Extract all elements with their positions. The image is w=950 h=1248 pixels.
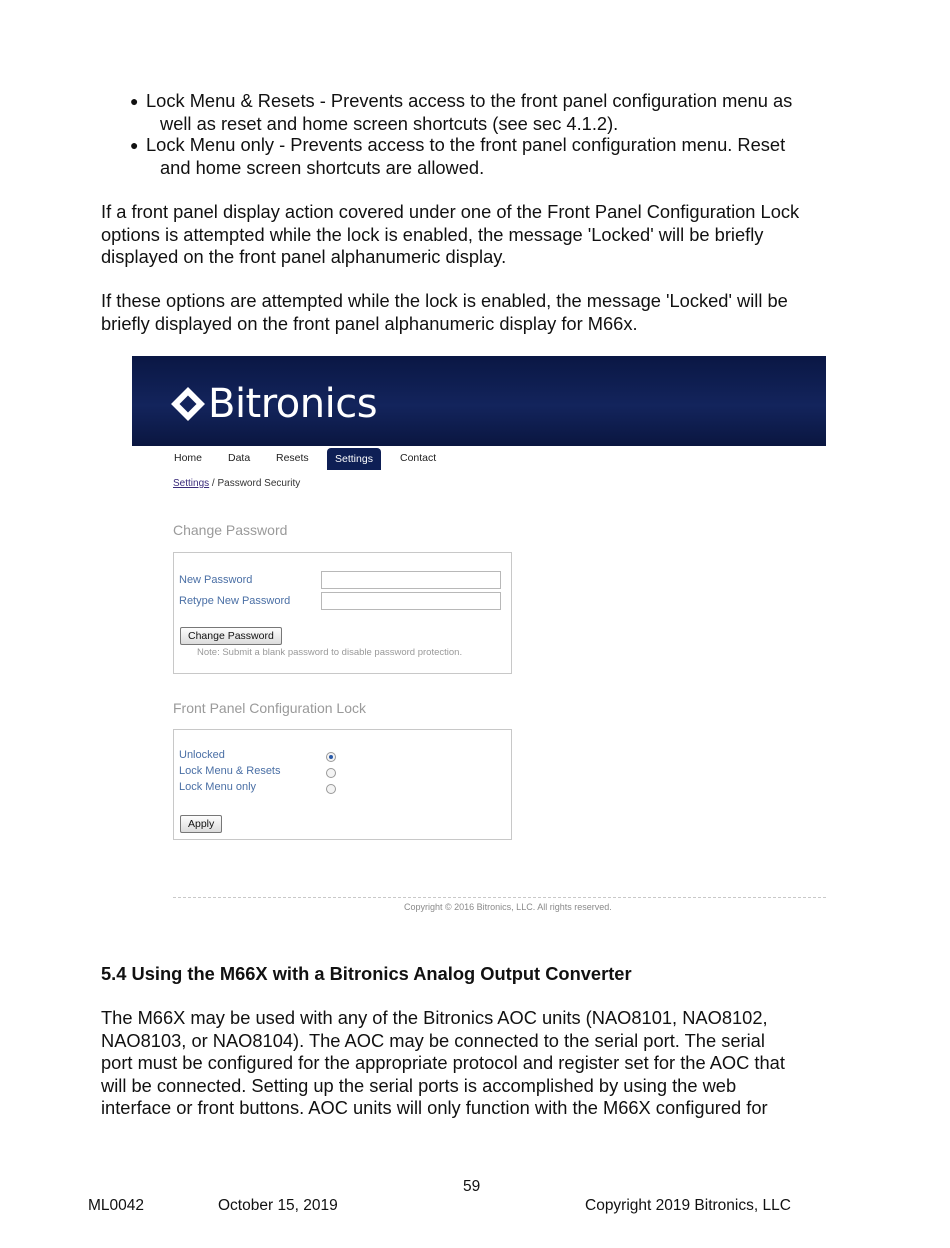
nav-home[interactable]: Home <box>174 452 203 464</box>
breadcrumb-settings-link[interactable]: Settings <box>173 478 210 489</box>
header-banner <box>132 356 826 446</box>
change-password-title: Change Password <box>173 522 288 538</box>
retype-password-input[interactable] <box>321 592 501 610</box>
logo-mark-center <box>180 396 197 413</box>
config-lock-title: Front Panel Configuration Lock <box>173 700 366 716</box>
paragraph-lock-message <box>101 201 861 269</box>
paragraph-aoc <box>101 1007 861 1120</box>
nav-resets[interactable]: Resets <box>276 452 309 464</box>
bullet-text-continued: and home screen shortcuts are allowed. <box>160 156 485 178</box>
nav-data[interactable]: Data <box>228 452 251 464</box>
paragraph-m66x-lock <box>101 290 861 335</box>
change-password-box <box>173 552 512 674</box>
doc-date: October 15, 2019 <box>218 1197 338 1214</box>
apply-button[interactable]: Apply <box>180 815 222 833</box>
paragraph-line: interface or front buttons. AOC units will only function with the M66X configured for <box>101 1097 768 1118</box>
web-ui-screenshot <box>132 356 826 916</box>
paragraph-line: If these options are attempted while the lock is enabled, the message 'Locked' will be <box>101 290 788 311</box>
breadcrumb <box>173 478 300 489</box>
radio-unlocked[interactable] <box>326 752 336 762</box>
new-password-input[interactable] <box>321 571 501 589</box>
screenshot-copyright: Copyright © 2016 Bitronics, LLC. All rights reserved. <box>404 902 612 912</box>
radio-lock-menu-only[interactable] <box>326 784 336 794</box>
bitronics-logo-icon <box>171 387 205 421</box>
paragraph-line: options is attempted while the lock is enabled, the message 'Locked' will be briefly <box>101 223 764 245</box>
nav-contact[interactable]: Contact <box>400 452 437 464</box>
bullet-dot-icon: ● <box>130 137 139 153</box>
password-note: Note: Submit a blank password to disable password protection. <box>197 647 463 658</box>
radio-lock-menu-resets[interactable] <box>326 768 336 778</box>
doc-id: ML0042 <box>88 1197 145 1214</box>
footer-divider <box>173 897 826 898</box>
section-heading: 5.4 Using the M66X with a Bitronics Analog Output Converter <box>101 963 632 984</box>
option-lock-menu-resets-label: Lock Menu & Resets <box>179 765 281 777</box>
paragraph-line: will be connected. Setting up the serial ports is accomplished by using the web <box>101 1074 737 1096</box>
paragraph-line: port must be configured for the appropriate protocol and register set for the AOC that <box>101 1052 785 1073</box>
paragraph-line: NAO8103, or NAO8104). The AOC may be connected to the serial port. The serial <box>101 1029 765 1051</box>
bullet-text: Lock Menu & Resets - Prevents access to the front panel configuration menu as <box>146 90 793 111</box>
paragraph-line: briefly displayed on the front panel alphanumeric display for M66x. <box>101 312 638 334</box>
nav-settings[interactable]: Settings <box>327 448 381 470</box>
footer-copyright: Copyright 2019 Bitronics, LLC <box>585 1197 791 1214</box>
bullet-dot-icon: ● <box>130 93 139 109</box>
option-lock-menu-only-label: Lock Menu only <box>179 781 257 793</box>
paragraph-line: displayed on the front panel alphanumeric display. <box>101 246 507 267</box>
brand-logo: Bitronics <box>208 381 378 427</box>
retype-password-label: Retype New Password <box>179 595 291 607</box>
page-number: 59 <box>463 1178 481 1195</box>
option-unlocked-label: Unlocked <box>179 749 225 761</box>
bullet-text-continued: well as reset and home screen shortcuts (see sec 4.1.2). <box>160 112 619 134</box>
bullet-text: Lock Menu only - Prevents access to the front panel configuration menu. Reset <box>146 134 786 155</box>
new-password-label: New Password <box>179 574 253 586</box>
paragraph-line: If a front panel display action covered under one of the Front Panel Configuration Lock <box>101 201 800 222</box>
change-password-button[interactable]: Change Password <box>180 627 282 645</box>
paragraph-line: The M66X may be used with any of the Bitronics AOC units (NAO8101, NAO8102, <box>101 1007 768 1028</box>
config-lock-box <box>173 729 512 840</box>
breadcrumb-current: / Password Security <box>209 478 301 489</box>
